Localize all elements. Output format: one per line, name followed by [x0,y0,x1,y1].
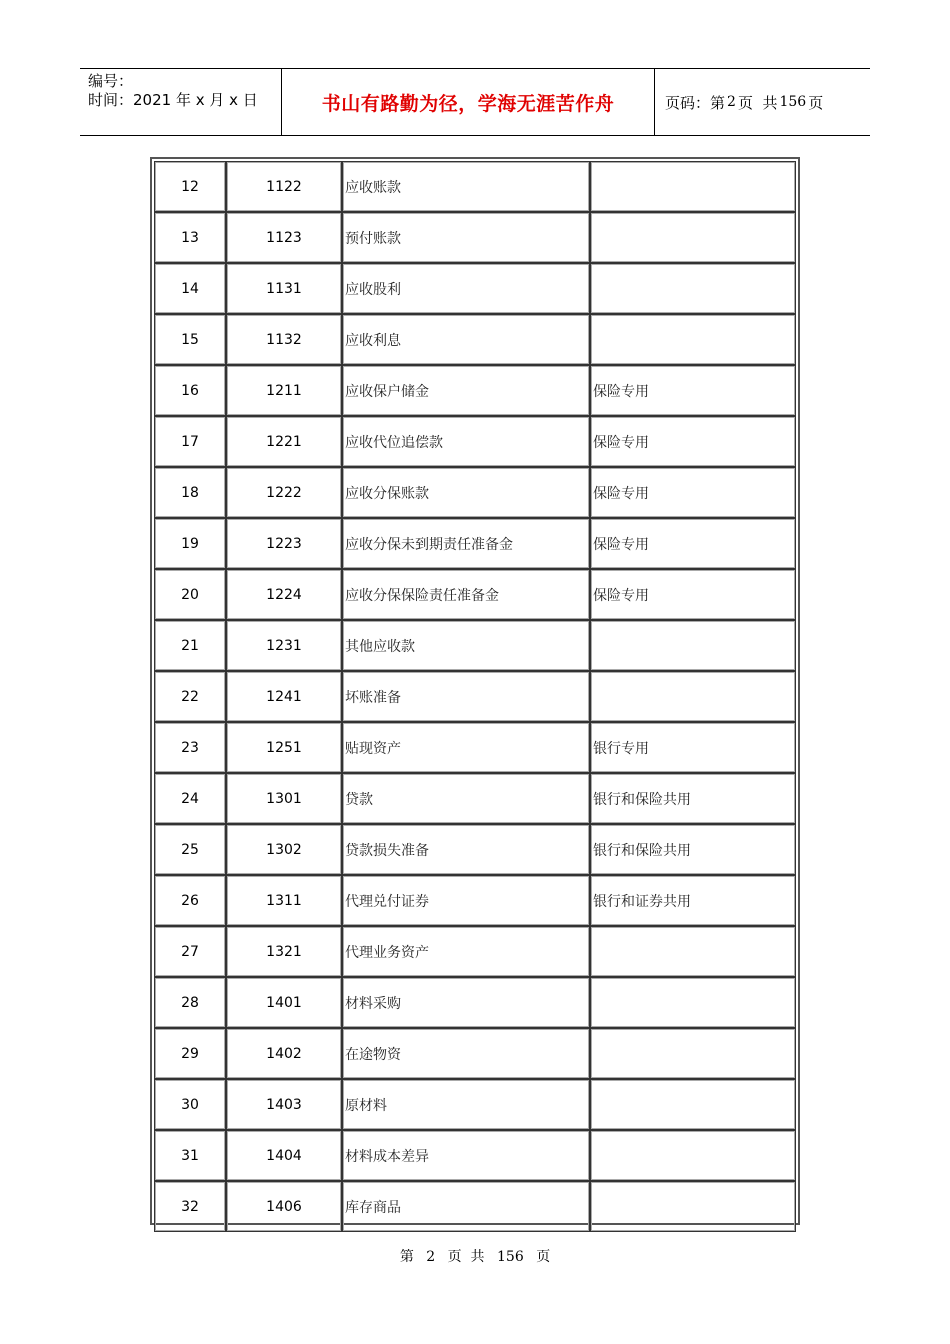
account-name: 应收分保账款 [342,467,590,518]
account-note [590,977,796,1028]
account-name: 代理业务资产 [342,926,590,977]
header-page-suffix: 页 [808,93,824,112]
account-name: 材料采购 [342,977,590,1028]
table-row [154,467,796,518]
row-index: 31 [154,1130,226,1181]
row-index: 27 [154,926,226,977]
row-index: 14 [154,263,226,314]
row-index: 22 [154,671,226,722]
account-code: 1321 [226,926,342,977]
account-note [590,1130,796,1181]
table-row [154,977,796,1028]
account-code: 1403 [226,1079,342,1130]
time-label: 时间：2021 年 x 月 x 日 [88,91,258,109]
account-note [590,926,796,977]
header-page-prefix: 页码：第 [665,93,726,112]
account-note: 银行专用 [590,722,796,773]
row-index: 25 [154,824,226,875]
footer-prefix: 第 [399,1249,414,1265]
account-name: 代理兑付证券 [342,875,590,926]
table-row [154,569,796,620]
account-note: 保险专用 [590,569,796,620]
account-name: 材料成本差异 [342,1130,590,1181]
account-code: 1302 [226,824,342,875]
account-name: 应收保户储金 [342,365,590,416]
table-row [154,518,796,569]
account-name: 应收账款 [342,161,590,212]
table-row [154,824,796,875]
row-index: 15 [154,314,226,365]
account-name: 贷款损失准备 [342,824,590,875]
account-note [590,620,796,671]
account-code: 1404 [226,1130,342,1181]
account-note [590,1028,796,1079]
account-note [590,314,796,365]
account-code: 1301 [226,773,342,824]
row-index: 20 [154,569,226,620]
account-code: 1123 [226,212,342,263]
account-note [590,212,796,263]
account-name: 其他应收款 [342,620,590,671]
table-row [154,1181,796,1232]
account-note [590,263,796,314]
account-code: 1132 [226,314,342,365]
row-index: 29 [154,1028,226,1079]
row-index: 16 [154,365,226,416]
account-name: 应收分保保险责任准备金 [342,569,590,620]
account-table [150,157,800,1225]
account-name: 应收代位追偿款 [342,416,590,467]
account-name: 预付账款 [342,212,590,263]
account-name: 在途物资 [342,1028,590,1079]
account-code: 1131 [226,263,342,314]
header-page-mid: 页 共 [737,93,778,112]
footer-mid: 页 共 [447,1249,485,1265]
account-code: 1402 [226,1028,342,1079]
row-index: 32 [154,1181,226,1232]
account-name: 贴现资产 [342,722,590,773]
account-code: 1401 [226,977,342,1028]
table-row [154,926,796,977]
row-index: 28 [154,977,226,1028]
account-note [590,1181,796,1232]
row-index: 26 [154,875,226,926]
account-table-body [154,161,796,1232]
table-row [154,1028,796,1079]
account-code: 1211 [226,365,342,416]
account-name: 应收股利 [342,263,590,314]
row-index: 17 [154,416,226,467]
account-note: 银行和保险共用 [590,773,796,824]
account-note: 保险专用 [590,416,796,467]
row-index: 30 [154,1079,226,1130]
table-row [154,620,796,671]
table-row [154,773,796,824]
account-note [590,161,796,212]
row-index: 24 [154,773,226,824]
table-row [154,875,796,926]
account-name: 库存商品 [342,1181,590,1232]
table-row [154,1130,796,1181]
header-page-info [655,69,870,135]
row-index: 12 [154,161,226,212]
header-page-current: 2 [727,94,736,110]
account-note: 银行和保险共用 [590,824,796,875]
account-name: 贷款 [342,773,590,824]
row-index: 23 [154,722,226,773]
account-code: 1311 [226,875,342,926]
row-index: 19 [154,518,226,569]
account-code: 1122 [226,161,342,212]
account-code: 1223 [226,518,342,569]
table-row [154,263,796,314]
account-note: 保险专用 [590,518,796,569]
page-footer [0,1246,950,1266]
header-motto-cell [282,69,655,135]
account-code: 1231 [226,620,342,671]
account-code: 1241 [226,671,342,722]
header-motto: 书山有路勤为径，学海无涯苦作舟 [321,92,615,115]
account-note: 保险专用 [590,467,796,518]
table-row [154,722,796,773]
account-note: 保险专用 [590,365,796,416]
account-code: 1251 [226,722,342,773]
header-page-total: 156 [779,94,807,110]
header-meta [80,69,282,135]
table-row [154,1079,796,1130]
account-note: 银行和证券共用 [590,875,796,926]
footer-total: 156 [497,1249,524,1265]
account-name: 应收分保未到期责任准备金 [342,518,590,569]
account-note [590,671,796,722]
account-code: 1224 [226,569,342,620]
row-index: 18 [154,467,226,518]
account-code: 1222 [226,467,342,518]
account-note [590,1079,796,1130]
table-row [154,314,796,365]
row-index: 13 [154,212,226,263]
page-header [80,68,870,136]
account-name: 应收利息 [342,314,590,365]
footer-current: 2 [426,1249,436,1265]
footer-suffix: 页 [536,1249,551,1265]
table-row [154,365,796,416]
number-label: 编号： [88,72,134,90]
account-name: 坏账准备 [342,671,590,722]
account-code: 1406 [226,1181,342,1232]
table-row [154,161,796,212]
table-row [154,416,796,467]
table-row [154,671,796,722]
row-index: 21 [154,620,226,671]
account-name: 原材料 [342,1079,590,1130]
account-code: 1221 [226,416,342,467]
table-row [154,212,796,263]
